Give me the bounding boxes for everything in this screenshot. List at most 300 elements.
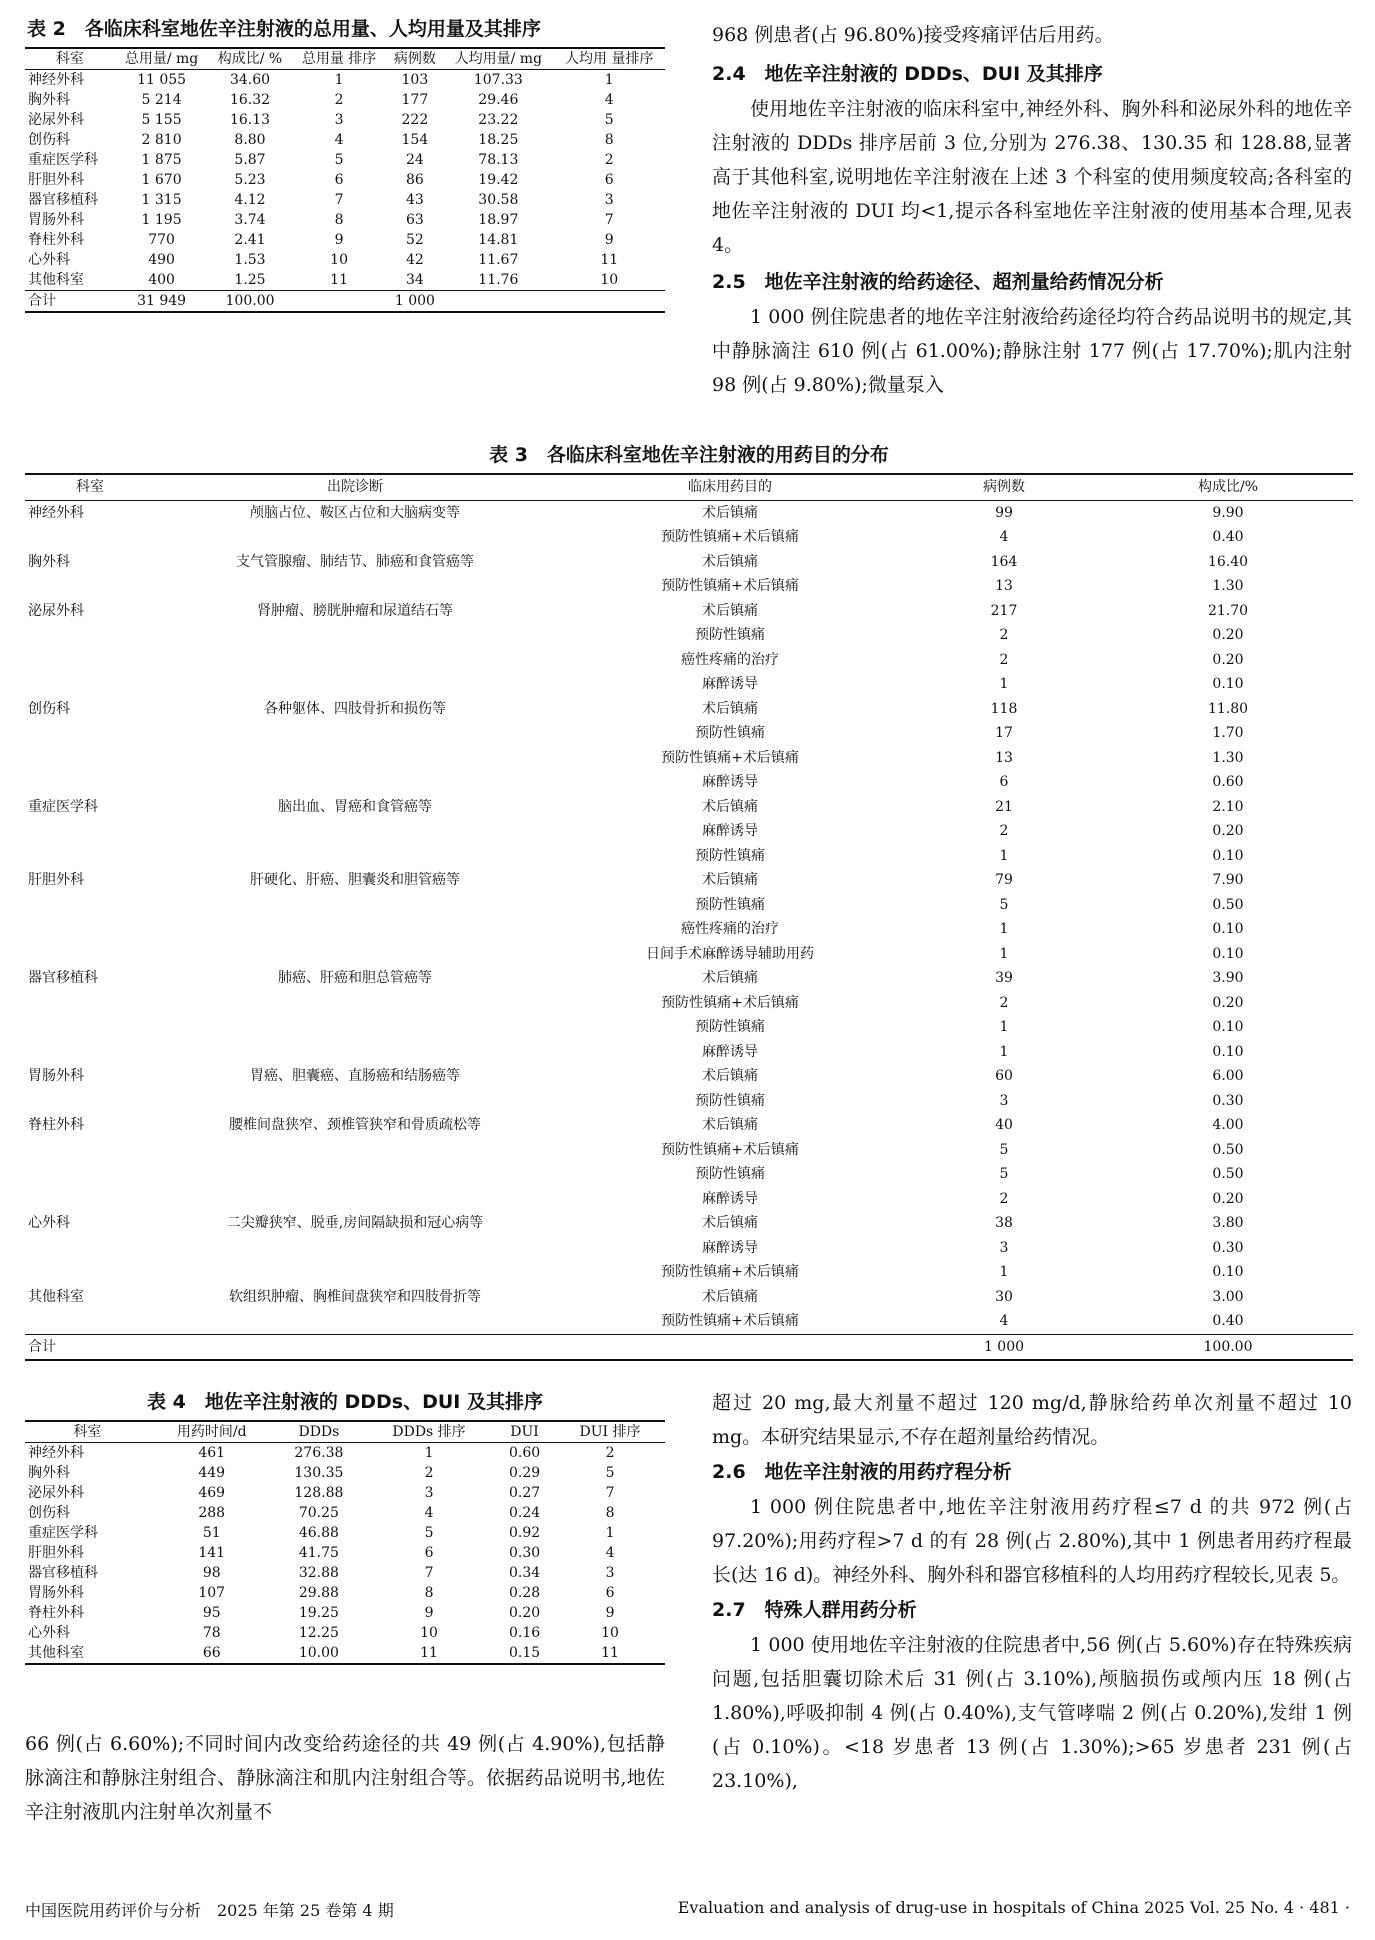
table-cell: 0.15	[494, 1643, 555, 1664]
table-cell: 合计	[25, 1334, 155, 1360]
table-cell: 770	[148, 232, 175, 248]
table-cell: 103	[401, 72, 429, 88]
table-cell: 107	[198, 1585, 226, 1601]
table-cell: 10	[600, 272, 619, 288]
table-row	[25, 1603, 665, 1623]
table-cell: 5	[424, 1525, 434, 1541]
table-cell: 43	[405, 192, 424, 208]
table-cell: 1	[999, 676, 1009, 692]
column-header: 人均用 量排序	[553, 48, 665, 70]
table-cell: 3	[605, 1565, 615, 1581]
table-cell: 24	[405, 152, 424, 168]
table-row	[25, 1015, 1353, 1040]
table-cell: 0.30	[1212, 1092, 1244, 1109]
table-cell: 18.97	[478, 212, 519, 228]
table-cell: 脊柱外科	[28, 1117, 84, 1133]
table-cell: 3	[424, 1485, 434, 1501]
table-cell: 麻醉诱导	[702, 823, 758, 839]
table-cell: 17	[995, 725, 1013, 741]
column-header: 构成比/ %	[208, 48, 291, 70]
table-cell: 预防性镇痛	[695, 725, 765, 741]
table-row	[25, 868, 1353, 893]
table-cell: 1	[999, 847, 1009, 864]
table-cell: 术后镇痛	[702, 1288, 758, 1305]
table-cell: 脊柱外科	[28, 232, 84, 248]
table-cell: 98	[202, 1565, 221, 1581]
table-cell: 51	[202, 1525, 221, 1541]
table-cell: 2	[999, 1190, 1009, 1207]
table-cell: 10	[601, 1625, 619, 1641]
table-cell: 0.60	[508, 1445, 541, 1461]
table-cell: 肝胆外科	[28, 172, 84, 188]
table-cell: 0.40	[1212, 529, 1244, 545]
table-cell: 术后镇痛	[702, 1117, 758, 1133]
table-row	[25, 1236, 1353, 1261]
table-cell: 3	[334, 112, 344, 128]
table-cell: 0.10	[1212, 676, 1244, 692]
table-cell: 预防性镇痛	[695, 896, 765, 913]
table-cell: 神经外科	[28, 504, 84, 521]
table-cell: 32.88	[298, 1565, 339, 1581]
table-cell: 1	[605, 1525, 615, 1541]
table-cell: 9	[334, 232, 344, 248]
table-cell: 0.10	[1212, 921, 1244, 937]
table-cell: 0.20	[1212, 1190, 1244, 1207]
table-row	[25, 917, 1353, 942]
table-row	[25, 1543, 665, 1563]
table-cell: 154	[401, 132, 429, 148]
table-cell: 39	[995, 970, 1013, 986]
table-cell	[25, 1309, 155, 1334]
column-header: 构成比/%	[1103, 474, 1353, 500]
table-cell: 70.25	[298, 1505, 339, 1521]
total-row	[25, 1334, 1353, 1360]
table-cell: 0.92	[508, 1525, 541, 1541]
column-header: 总用量 排序	[292, 48, 387, 70]
table-cell: 29.88	[298, 1585, 339, 1601]
table-cell: 9	[605, 1605, 615, 1621]
table-cell: 2	[999, 994, 1009, 1011]
table-cell: 4	[999, 1313, 1009, 1329]
table-cell	[155, 991, 555, 1016]
table-cell: 217	[990, 602, 1018, 619]
table-row	[25, 1623, 665, 1643]
table-cell: 3.00	[1212, 1288, 1244, 1305]
table-cell: 0.29	[508, 1465, 541, 1481]
table-2	[25, 14, 665, 313]
table-cell: 预防性镇痛+术后镇痛	[661, 529, 799, 545]
left-column-bottom	[25, 1727, 665, 1829]
table-cell: 肺癌、肝癌和胆总管癌等	[278, 970, 432, 986]
right-column-bottom	[712, 1386, 1352, 1798]
table-cell	[155, 1309, 555, 1334]
table-cell: 6	[605, 1585, 615, 1601]
table-cell: 0.10	[1212, 1019, 1244, 1035]
table-cell: 各种躯体、四肢骨折和损伤等	[264, 700, 446, 717]
table-cell: 46.88	[298, 1525, 339, 1541]
table-cell: 日间手术麻醉诱导辅助用药	[646, 945, 814, 962]
table-cell: 99	[995, 504, 1013, 521]
table-cell: 胃癌、胆囊癌、直肠癌和结肠癌等	[250, 1068, 460, 1084]
table-cell	[443, 291, 553, 313]
table-cell: 心外科	[28, 1625, 70, 1641]
table-cell: 2	[999, 651, 1009, 668]
table-cell: 1.53	[234, 252, 266, 268]
paragraph-2-7: 1 000 使用地佐辛注射液的住院患者中,56 例(占 5.60%)存在特殊疾病问题,包括胆囊切除术后 31 例(占 3.10%),颅脑损伤或颅内压 18 例(占 1.80%),呼吸抑制 4 例(占 0.40%),支气管哮喘 2 例(占 0.20%),发绀 1 例(占 0.10%)。<18 岁患者 13 例(占 1.30%);>65 岁患者 231 例(占 23.10%),	[712, 1634, 1352, 1792]
table-row	[25, 1113, 1353, 1138]
table-cell: 预防性镇痛	[695, 627, 765, 643]
table-cell: 3	[999, 1092, 1009, 1109]
table-4-grid	[25, 1420, 665, 1665]
table-cell: 118	[990, 700, 1018, 717]
table-cell: 0.20	[508, 1605, 541, 1621]
table-row	[25, 1040, 1353, 1065]
table-cell: 创伤科	[28, 132, 70, 148]
table-cell: 2	[604, 152, 614, 168]
table-cell: 1.70	[1212, 725, 1244, 741]
table-cell: 术后镇痛	[702, 970, 758, 986]
column-header: 人均用量/ mg	[443, 48, 553, 70]
table-cell: 8.80	[234, 132, 266, 148]
table-cell: 1	[999, 945, 1009, 962]
table-cell: 7	[604, 212, 614, 228]
table-cell	[155, 623, 555, 648]
table-row	[25, 210, 665, 230]
table-cell: 胸外科	[28, 1465, 70, 1481]
table-cell: 1 000	[387, 291, 444, 313]
table-cell: 4.00	[1212, 1117, 1244, 1133]
column-header: DDDs	[274, 1421, 364, 1443]
table-cell	[25, 648, 155, 673]
table-cell: 0.30	[1212, 1239, 1244, 1256]
table-cell: 9	[604, 232, 614, 248]
table-cell	[155, 1040, 555, 1065]
table-cell: 79	[995, 872, 1013, 888]
table-cell: 128.88	[294, 1485, 344, 1501]
table-cell: 术后镇痛	[702, 872, 758, 888]
table-cell: 1 670	[141, 172, 182, 188]
table-cell: 重症医学科	[28, 1525, 98, 1541]
table-cell: 164	[990, 553, 1018, 570]
table-cell: 合计	[25, 291, 115, 313]
table-cell: 52	[405, 232, 424, 248]
table-row	[25, 1211, 1353, 1236]
table-cell: 95	[202, 1605, 221, 1621]
table-cell: 30.58	[478, 192, 519, 208]
table-row	[25, 1260, 1353, 1285]
table-row	[25, 500, 1353, 525]
footer-journal-cn: 中国医院用药评价与分析 2025 年第 25 卷第 4 期	[25, 1901, 394, 1920]
table-cell	[25, 819, 155, 844]
table-row	[25, 770, 1353, 795]
table-cell: 二尖瓣狭窄、脱垂,房间隔缺损和冠心病等	[226, 1215, 484, 1231]
table-cell: 麻醉诱导	[702, 1190, 758, 1207]
table-row	[25, 1187, 1353, 1212]
column-header: 病例数	[905, 474, 1103, 500]
table-cell: 38	[995, 1215, 1013, 1231]
table-cell: 8	[424, 1585, 434, 1601]
table-cell: 40	[995, 1117, 1013, 1133]
table-cell	[155, 770, 555, 795]
table-cell: 490	[148, 252, 175, 268]
table-cell: 器官移植科	[28, 192, 98, 208]
table-row	[25, 966, 1353, 991]
table-cell: 10.00	[274, 1643, 364, 1664]
table-3-grid	[25, 473, 1353, 1361]
table-cell: 18.25	[478, 132, 519, 148]
table-cell	[25, 1015, 155, 1040]
table-cell: 泌尿外科	[28, 602, 84, 619]
table-cell: 10	[330, 252, 348, 268]
table-cell: 0.34	[508, 1565, 541, 1581]
table-cell	[25, 1236, 155, 1261]
table-cell: 1	[999, 1043, 1009, 1060]
section-heading-2-6: 2.6 地佐辛注射液的用药疗程分析	[712, 1461, 1012, 1483]
table-cell: 16.40	[1207, 553, 1249, 570]
table-cell: 器官移植科	[28, 970, 98, 986]
table-cell: 预防性镇痛	[695, 1166, 765, 1182]
table-cell: 软组织肿瘤、胸椎间盘狭窄和四肢骨折等	[229, 1288, 481, 1305]
table-cell: 麻醉诱导	[702, 1239, 758, 1256]
table-cell: 7	[424, 1565, 434, 1581]
table-cell: 其他科室	[28, 1288, 84, 1305]
table-cell: 0.40	[1212, 1313, 1244, 1329]
table-cell	[25, 672, 155, 697]
table-cell: 3.74	[234, 212, 266, 228]
table-cell: 5	[334, 152, 344, 168]
table-cell: 6	[424, 1545, 434, 1561]
table-cell: 4.12	[234, 192, 266, 208]
paragraph-2-5: 1 000 例住院患者的地佐辛注射液给药途径均符合药品说明书的规定,其中静脉滴注 610 例(占 61.00%);静脉注射 177 例(占 17.70%);肌内注射 98 例(占 9.80%);微量泵入	[712, 306, 1352, 396]
table-cell: 麻醉诱导	[702, 1043, 758, 1060]
table-cell: 0.27	[508, 1485, 541, 1501]
table-cell: 11	[600, 252, 619, 268]
table-cell: 心外科	[28, 252, 70, 268]
column-header: 科室	[25, 48, 115, 70]
table-cell: 11	[364, 1643, 494, 1664]
table-cell: 222	[401, 112, 429, 128]
table-cell: 5	[605, 1465, 615, 1481]
table-cell: 2	[334, 92, 344, 108]
table-cell: 100.00	[1103, 1334, 1353, 1360]
table-cell: 5 155	[141, 112, 182, 128]
table-cell: 创伤科	[28, 700, 70, 717]
table-cell: 42	[405, 252, 424, 268]
table-cell	[155, 942, 555, 967]
table-cell: 癌性疼痛的治疗	[681, 651, 779, 668]
table-cell: 心外科	[28, 1215, 70, 1231]
table-cell: 14.81	[478, 232, 519, 248]
table-cell: 469	[198, 1485, 226, 1501]
table-row	[25, 574, 1353, 599]
section-heading-2-4: 2.4 地佐辛注射液的 DDDs、DUI 及其排序	[712, 63, 1103, 85]
table-cell: 78	[202, 1625, 221, 1641]
table-cell: 30	[995, 1288, 1013, 1305]
table-cell: 3.80	[1212, 1215, 1244, 1231]
table-cell	[155, 917, 555, 942]
table-cell: 9	[424, 1605, 434, 1621]
table-row	[25, 150, 665, 170]
table-row	[25, 672, 1353, 697]
table-cell: 5	[999, 1141, 1009, 1158]
column-header: 病例数	[387, 48, 444, 70]
table-cell: 1.30	[1212, 578, 1244, 594]
table-cell: 3.90	[1212, 970, 1244, 986]
table-cell: 麻醉诱导	[702, 774, 758, 790]
table-cell: 5.87	[234, 152, 266, 168]
table-cell: 11 055	[137, 72, 187, 88]
table-row	[25, 170, 665, 190]
table-cell: 神经外科	[28, 1445, 84, 1461]
table-row	[25, 1523, 665, 1543]
column-header: 用药时间/d	[150, 1421, 274, 1443]
table-cell: 6	[604, 172, 614, 188]
table-row	[25, 1309, 1353, 1334]
table-cell: 13	[995, 578, 1013, 594]
table-cell: 预防性镇痛	[695, 1092, 765, 1109]
table-cell: 78.13	[478, 152, 519, 168]
table-cell: 术后镇痛	[702, 1215, 758, 1231]
table-cell	[155, 525, 555, 550]
table-cell	[25, 1138, 155, 1163]
table-row	[25, 1463, 665, 1483]
table-row	[25, 70, 665, 91]
table-cell: 86	[405, 172, 424, 188]
table-cell: 6	[334, 172, 344, 188]
table-cell: 重症医学科	[28, 152, 98, 168]
table-row	[25, 250, 665, 270]
table-cell: 颅脑占位、鞍区占位和大脑病变等	[250, 504, 460, 521]
table-cell: 胸外科	[28, 553, 70, 570]
section-heading-2-7: 2.7 特殊人群用药分析	[712, 1599, 917, 1621]
paragraph-dose-continuation: 超过 20 mg,最大剂量不超过 120 mg/d,静脉给药单次剂量不超过 10 mg。本研究结果显示,不存在超剂量给药情况。	[712, 1392, 1352, 1448]
table-cell: 11.80	[1207, 700, 1249, 717]
table-cell: 肝硬化、肝癌、胆囊炎和胆管癌等	[250, 872, 460, 888]
table-cell: 1	[604, 72, 614, 88]
table-cell: 器官移植科	[28, 1565, 98, 1581]
table-cell	[553, 291, 665, 313]
table-cell: 19.42	[478, 172, 519, 188]
table-cell: 脑出血、胃癌和食管癌等	[278, 798, 432, 815]
table-cell: 449	[198, 1465, 226, 1481]
table-cell: 130.35	[294, 1465, 344, 1481]
right-column-top	[712, 18, 1352, 402]
table-cell: 0.10	[1212, 1043, 1244, 1060]
table-row	[25, 623, 1353, 648]
table-cell: 2.10	[1212, 798, 1244, 815]
table-cell: 16.13	[229, 112, 271, 128]
table-row	[25, 1503, 665, 1523]
table-row	[25, 110, 665, 130]
table-cell	[155, 672, 555, 697]
table-row	[25, 795, 1353, 820]
table-cell: 预防性镇痛+术后镇痛	[661, 1264, 799, 1280]
table-cell: 肝胆外科	[28, 1545, 84, 1561]
table-cell: 肾肿瘤、膀胱肿瘤和尿道结石等	[257, 602, 453, 619]
table-cell: 预防性镇痛+术后镇痛	[661, 1141, 799, 1158]
table-cell: 术后镇痛	[702, 602, 758, 619]
table-cell: 肝胆外科	[28, 872, 84, 888]
table-cell: 0.50	[1212, 1166, 1244, 1182]
table-cell: 107.33	[473, 72, 523, 88]
table-cell	[155, 1162, 555, 1187]
table-cell: 16.32	[229, 92, 271, 108]
table-cell: 21	[995, 798, 1013, 815]
table-cell: 其他科室	[25, 1643, 150, 1664]
table-cell: 6.00	[1212, 1068, 1244, 1084]
table-cell: 9.90	[1212, 504, 1244, 521]
table-cell: 141	[198, 1545, 226, 1561]
table-cell: 5	[999, 1166, 1009, 1182]
table-cell: 5	[999, 896, 1009, 913]
table-cell: 19.25	[298, 1605, 339, 1621]
table-cell: 8	[604, 132, 614, 148]
table-cell: 2.41	[234, 232, 266, 248]
paragraph-2-4: 使用地佐辛注射液的临床科室中,神经外科、胸外科和泌尿外科的地佐辛注射液的 DDDs 排序居前 3 位,分别为 276.38、130.35 和 128.88,显著高于其他科室,说明地佐辛注射液在上述 3 个科室的使用频度较高;各科室的地佐辛注射液的 DUI 均<1,提示各科室地佐辛注射液的使用基本合理,见表 4。	[712, 98, 1352, 256]
table-cell: 1 315	[141, 192, 182, 208]
table-cell: 0.20	[1212, 823, 1244, 839]
table-cell: 1.25	[234, 272, 266, 288]
table-cell: 4	[605, 1545, 615, 1561]
table-row	[25, 1483, 665, 1503]
table-cell: 63	[405, 212, 424, 228]
table-2-caption: 表 2 各临床科室地佐辛注射液的总用量、人均用量及其排序	[27, 18, 541, 40]
table-row	[25, 1583, 665, 1603]
column-header: DUI 排序	[555, 1421, 665, 1443]
table-cell: 支气管腺瘤、肺结节、肺癌和食管癌等	[236, 553, 474, 570]
table-cell	[155, 819, 555, 844]
table-cell: 4	[424, 1505, 434, 1521]
table-cell: 胃肠外科	[28, 1585, 84, 1601]
column-header: 出院诊断	[155, 474, 555, 500]
table-cell: 胃肠外科	[28, 212, 84, 228]
table-3-caption: 表 3 各临床科室地佐辛注射液的用药目的分布	[489, 444, 889, 466]
table-cell	[25, 942, 155, 967]
table-cell: 3	[999, 1239, 1009, 1256]
table-3	[25, 440, 1353, 1361]
table-cell: 术后镇痛	[702, 504, 758, 521]
table-cell: 2 810	[141, 132, 182, 148]
table-cell: 11	[555, 1643, 665, 1664]
table-cell	[155, 648, 555, 673]
table-cell: 13	[995, 749, 1013, 766]
table-cell: 2	[605, 1445, 615, 1461]
table-row	[25, 1162, 1353, 1187]
table-cell: 预防性镇痛+术后镇痛	[661, 578, 799, 594]
table-cell: 31 949	[115, 291, 209, 313]
table-cell: 288	[198, 1505, 226, 1521]
table-cell: 0.10	[1212, 945, 1244, 962]
column-header: DDDs 排序	[364, 1421, 494, 1443]
table-cell	[25, 1162, 155, 1187]
table-cell: 7	[334, 192, 344, 208]
table-cell	[155, 893, 555, 918]
table-row	[25, 1138, 1353, 1163]
table-cell: 预防性镇痛	[695, 1019, 765, 1035]
table-4-caption: 表 4 地佐辛注射液的 DDDs、DUI 及其排序	[147, 1391, 543, 1413]
column-header: 科室	[25, 474, 155, 500]
table-cell: 276.38	[294, 1445, 344, 1461]
table-cell: 1	[999, 1264, 1009, 1280]
table-cell: 4	[604, 92, 614, 108]
table-2-grid	[25, 47, 665, 313]
table-cell: 1	[999, 1019, 1009, 1035]
table-cell: 术后镇痛	[702, 700, 758, 717]
table-cell: 177	[401, 92, 429, 108]
table-cell	[555, 1334, 905, 1360]
table-cell: 400	[148, 272, 175, 288]
table-row	[25, 270, 665, 291]
